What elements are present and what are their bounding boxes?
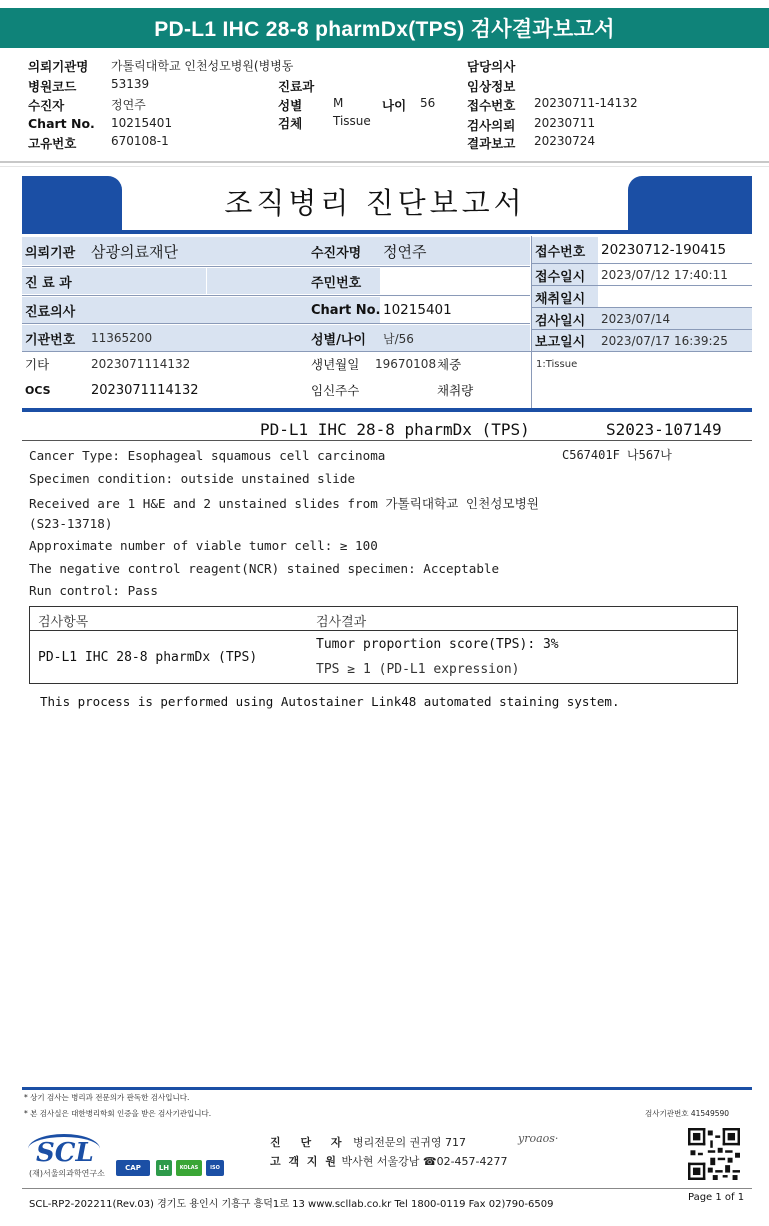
exam-date-label: 검사일시 — [532, 308, 598, 330]
qr-code-icon — [688, 1128, 740, 1180]
ncr-line: The negative control reagent(NCR) stained specimen: Acceptable — [29, 561, 500, 576]
unique-id-value: 670108-1 — [111, 134, 169, 148]
lh-certification-icon: LH — [156, 1160, 172, 1176]
dept-cell-label: 진 료 과 — [22, 268, 88, 294]
etc-label: 기타 — [25, 357, 50, 372]
header-divider-shadow — [0, 166, 769, 167]
rrn-value — [380, 268, 530, 294]
cancer-type-line: Cancer Type: Esophageal squamous cell carcinoma — [29, 448, 386, 463]
clinical-info-label: 임상정보 — [467, 79, 516, 94]
grid-line — [22, 266, 530, 267]
cap-certification-icon: CAP — [116, 1160, 150, 1176]
sex-label: 성별 — [278, 98, 303, 113]
attending-doctor-value — [88, 297, 308, 323]
received-line: Received are 1 H&E and 2 unstained slides from 가톨릭대학교 인천성모병원 — [29, 496, 539, 511]
viable-cells-line: Approximate number of viable tumor cell: ≥ 100 — [29, 538, 378, 553]
result-date-label: 결과보고 — [467, 136, 516, 151]
institution-label: 의뢰기관 — [22, 237, 88, 265]
chart-no-value: 10215401 — [383, 302, 452, 318]
institution-no-value: 11365200 — [88, 325, 308, 351]
document-title: PD-L1 IHC 28-8 pharmDx(TPS) 검사결과보고서 — [0, 8, 769, 48]
test-title-underline — [22, 440, 752, 441]
grid-line — [22, 323, 530, 324]
grid-line — [532, 307, 752, 308]
specimen-label: 검체 — [278, 116, 303, 131]
attending-doctor-label: 진료의사 — [22, 297, 88, 323]
hospital-label: 의뢰기관명 — [28, 59, 89, 74]
specimen-value: Tissue — [333, 114, 371, 128]
exam-date-value: 2023/07/14 — [598, 308, 752, 330]
scl-logo: SCL — [36, 1138, 94, 1168]
diagnostician-label: 진 단 자 — [270, 1136, 350, 1149]
unique-id-label: 고유번호 — [28, 136, 77, 151]
kolas-certification-icon: KOLAS — [176, 1160, 202, 1176]
customer-support-row — [270, 1153, 508, 1169]
footer-divider — [22, 1087, 752, 1090]
specimen-condition-line: Specimen condition: outside unstained slide — [29, 471, 356, 486]
doctor-label: 담당의사 — [467, 59, 516, 74]
patient-name-value: 정연주 — [380, 237, 530, 265]
iso-certification-icon: ISO — [206, 1160, 224, 1176]
dept-cell-extra — [207, 268, 308, 294]
run-control-line: Run control: Pass — [29, 583, 158, 598]
footer-bottom-divider — [22, 1188, 752, 1189]
test-id: S2023-107149 — [606, 420, 722, 439]
report-title: 조직병리 진단보고서 — [122, 176, 628, 226]
grid-line — [22, 295, 530, 296]
test-name: PD-L1 IHC 28-8 pharmDx (TPS) — [260, 420, 530, 439]
etc-value: 2023071114132 — [91, 357, 191, 371]
process-note: This process is performed using Autostainer Link48 automated staining system. — [40, 694, 620, 709]
customer-support-label: 고 객 지 원 — [270, 1155, 338, 1168]
report-banner-line — [22, 230, 752, 234]
block-id: C567401F 나567나 — [562, 448, 672, 462]
dept-cell-value — [88, 268, 206, 294]
result-col-item-header: 검사항목 — [38, 615, 89, 630]
grid-line — [531, 236, 532, 408]
grid-line — [22, 351, 752, 352]
footer-note-2: * 본 검사실은 대한병리학회 인증을 받은 검사기관입니다. — [24, 1109, 212, 1118]
receipt-date-value: 2023/07/12 17:40:11 — [601, 268, 728, 282]
sex-value: M — [333, 96, 344, 110]
weight-label: 체중 — [437, 357, 462, 372]
scl-logo-subtitle: (재)서울의과학연구소 — [29, 1169, 105, 1178]
result-tps-score: Tumor proportion score(TPS): 3% — [316, 637, 559, 652]
diagnostician-row — [270, 1134, 466, 1150]
patient-name-label: 수진자명 — [308, 237, 380, 265]
result-test-item: PD-L1 IHC 28-8 pharmDx (TPS) — [38, 650, 258, 665]
request-date-value: 20230711 — [534, 116, 596, 130]
case-number-line: (S23-13718) — [29, 516, 113, 531]
pregnancy-label: 임신주수 — [311, 383, 360, 398]
footer-note-1: * 상기 검사는 병리과 전문의가 판독한 검사입니다. — [24, 1093, 190, 1102]
collect-date-value — [598, 286, 752, 308]
report-grid-bottom-line — [22, 408, 752, 412]
chart-no-label: Chart No. — [308, 297, 380, 323]
footer-address: SCL-RP2-202211(Rev.03) 경기도 용인시 기흥구 흥덕1로 13 www.scllab.co.kr Tel 1800-0119 Fax 02)790-6509 — [29, 1199, 554, 1210]
result-table-divider — [29, 630, 738, 631]
header-divider — [0, 161, 769, 163]
report-banner-right — [628, 176, 752, 230]
age-label: 나이 — [382, 98, 407, 113]
result-date-value: 20230724 — [534, 134, 596, 148]
receipt-date-label: 접수일시 — [532, 264, 598, 286]
patient-value: 정연주 — [111, 98, 146, 112]
receipt-number-value: 20230712-190415 — [601, 242, 727, 258]
diagnostician-value: 병리전문의 권귀영 717 — [353, 1136, 467, 1149]
chart-label: Chart No. — [28, 116, 95, 131]
birth-label: 생년월일 — [311, 357, 360, 372]
dept-label: 진료과 — [278, 79, 315, 94]
receipt-no-value: 20230711-14132 — [534, 96, 638, 110]
collect-date-label: 채취일시 — [532, 286, 598, 308]
patient-label: 수진자 — [28, 98, 65, 113]
ocs-value: 2023071114132 — [91, 382, 199, 398]
receipt-number-label: 접수번호 — [532, 237, 598, 263]
chart-value: 10215401 — [111, 116, 173, 130]
grid-line — [532, 329, 752, 330]
ocs-label: OCS — [25, 383, 51, 397]
institution-no-label: 기관번호 — [22, 325, 88, 351]
age-value: 56 — [420, 96, 436, 110]
customer-support-value: 박사현 서울강남 ☎02-457-4277 — [341, 1155, 508, 1168]
hospital-code-label: 병원코드 — [28, 79, 77, 94]
hospital-code-value: 53139 — [111, 77, 150, 91]
birth-value: 19670108 — [375, 357, 437, 371]
result-col-result-header: 검사결과 — [316, 615, 367, 630]
lab-registration-no: 검사기관번호 41549590 — [645, 1109, 730, 1118]
sex-age-label: 성별/나이 — [308, 325, 380, 351]
specimen-list: 1:Tissue — [536, 358, 578, 370]
collect-amount-label: 채취량 — [437, 383, 474, 398]
receipt-no-label: 접수번호 — [467, 98, 516, 113]
hospital-value: 가톨릭대학교 인천성모병원(병병동 — [111, 59, 294, 73]
report-date-label: 보고일시 — [532, 330, 598, 351]
report-banner-left — [22, 176, 122, 230]
request-date-label: 검사의뢰 — [467, 118, 516, 133]
diagnostician-signature: yroaos· — [518, 1132, 559, 1145]
grid-line — [532, 263, 752, 264]
rrn-label: 주민번호 — [308, 268, 380, 294]
grid-line — [532, 285, 752, 286]
report-date-value: 2023/07/17 16:39:25 — [598, 330, 752, 351]
page-number: Page 1 of 1 — [688, 1192, 745, 1203]
sex-age-value: 남/56 — [380, 325, 530, 351]
result-tps-expression: TPS ≥ 1 (PD-L1 expression) — [316, 662, 520, 677]
institution-value: 삼광의료재단 — [88, 237, 308, 265]
